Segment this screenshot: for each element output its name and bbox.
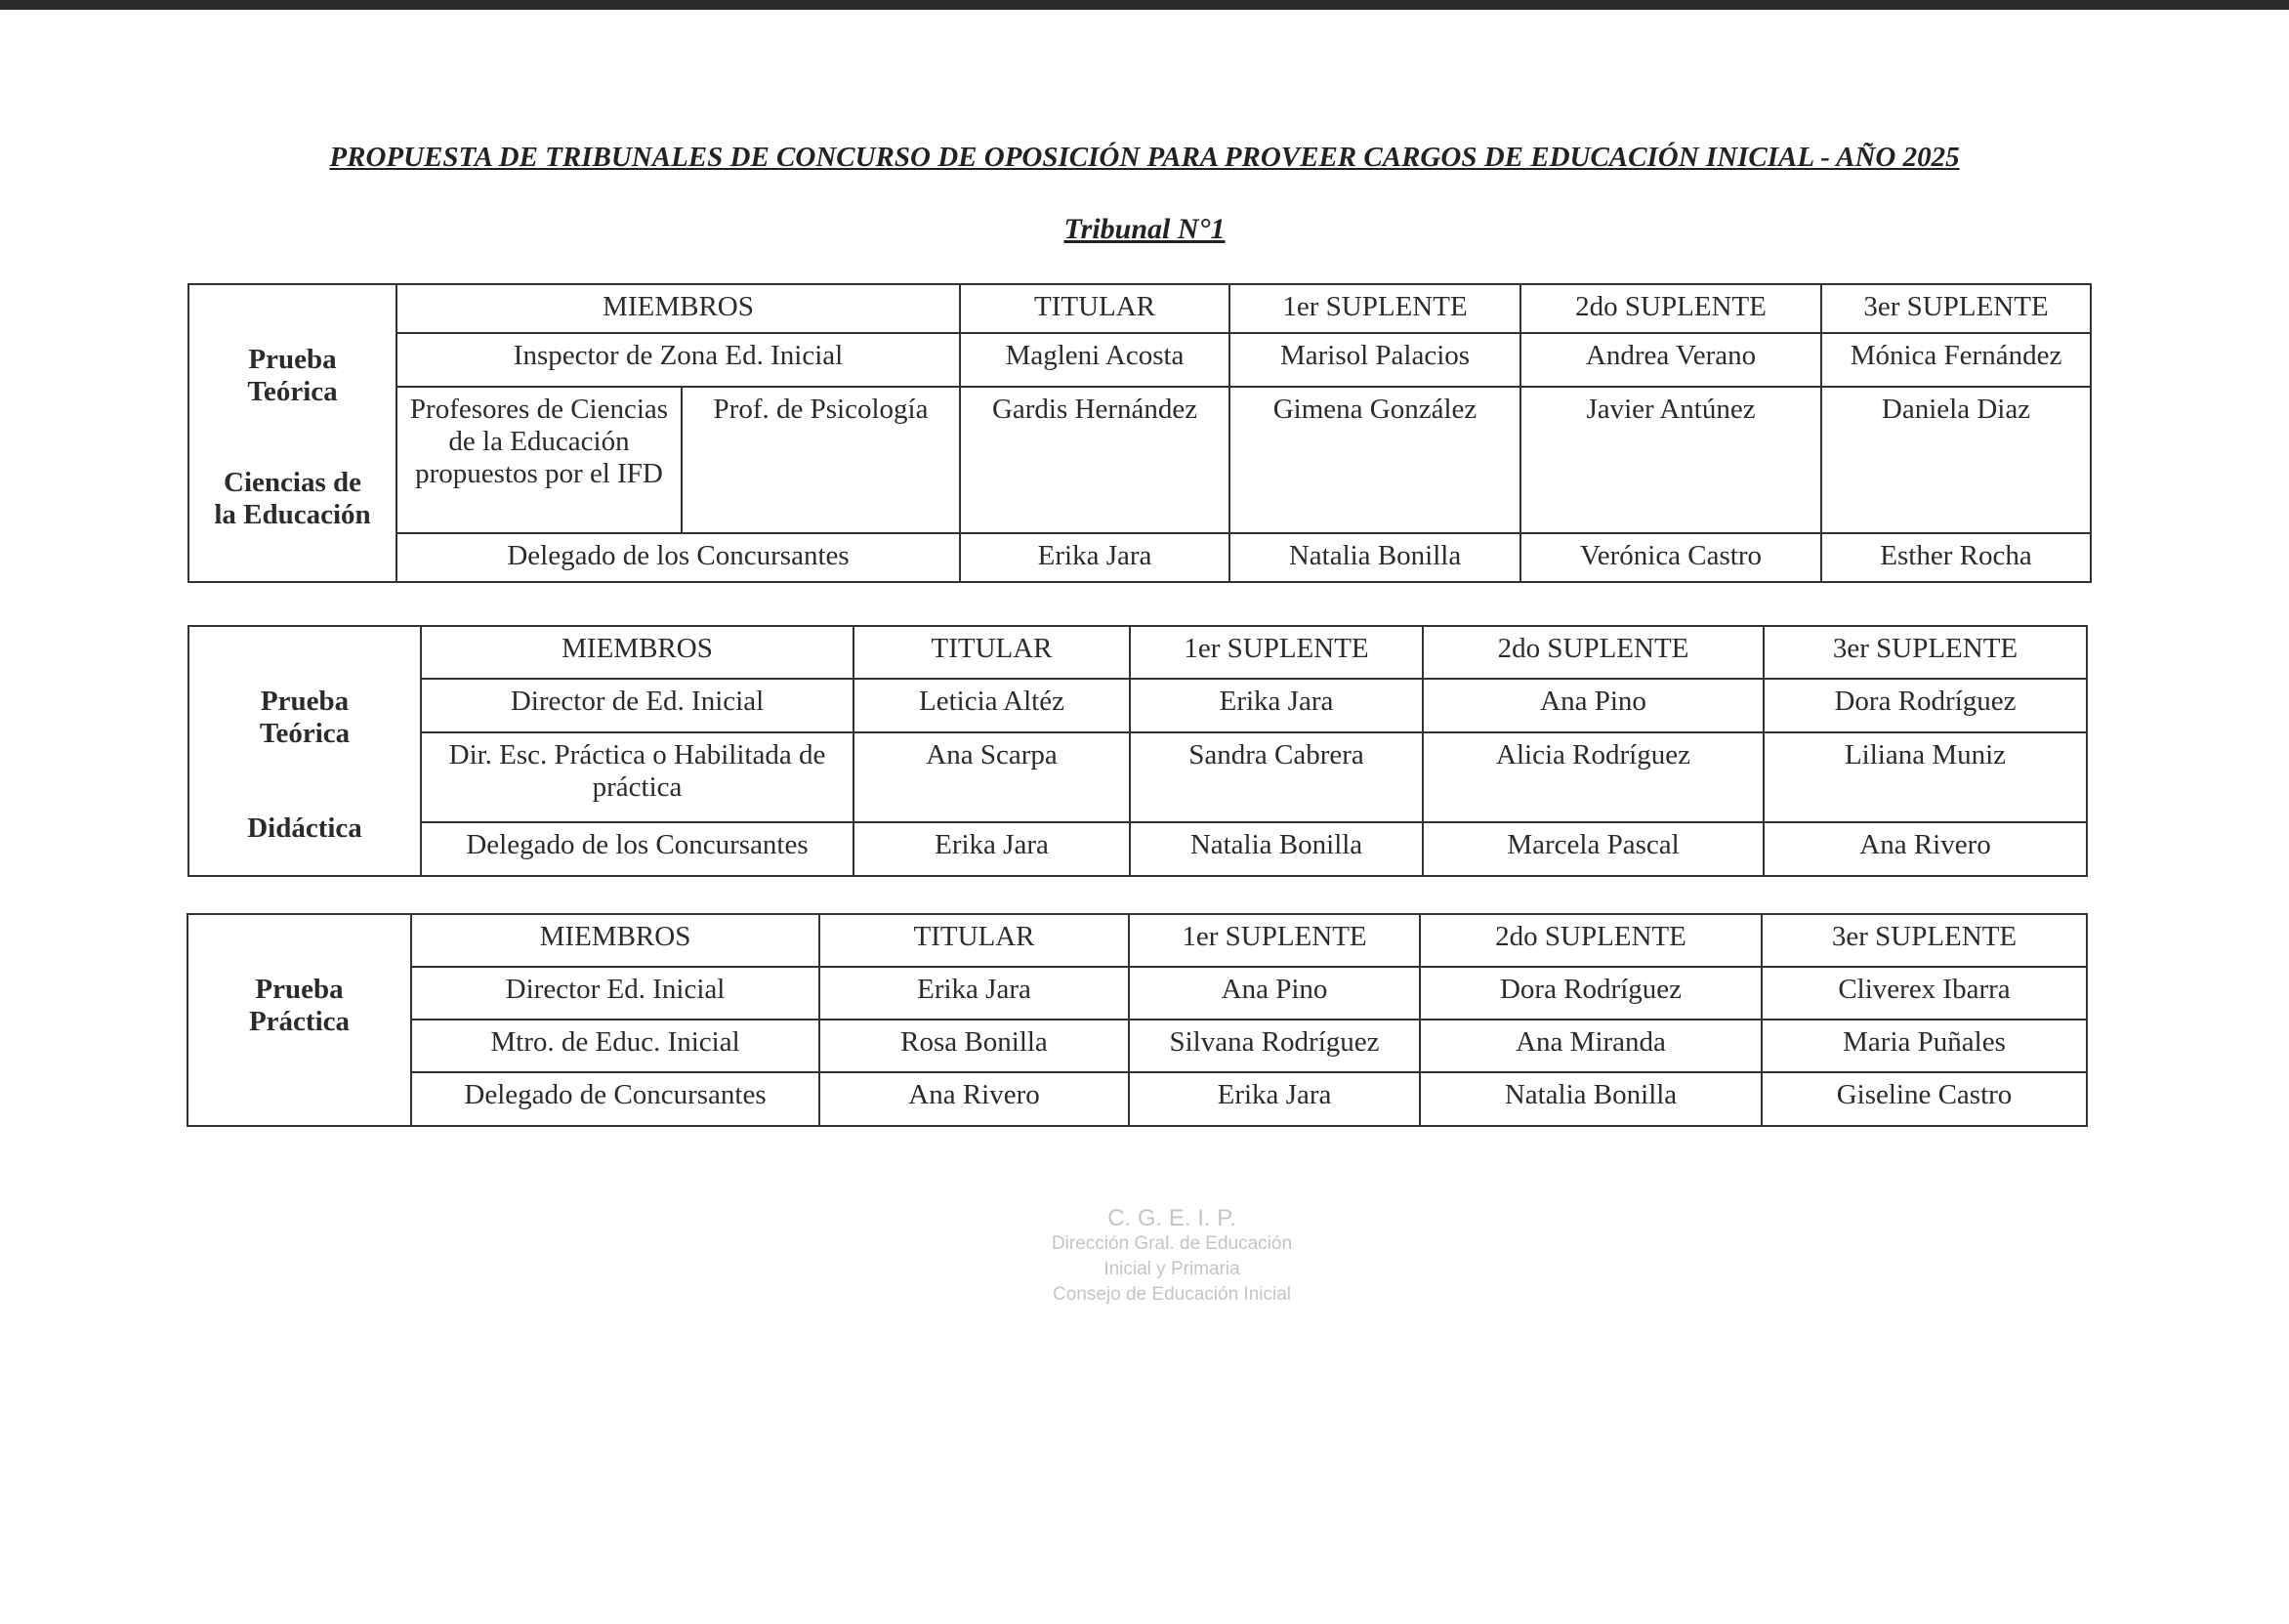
side-label — [187, 914, 411, 1126]
header-3er-suplente: 3er SUPLENTE — [1762, 914, 2087, 967]
suplente-3-cell: Maria Puñales — [1762, 1020, 2087, 1072]
member-cell: Profesores de Ciencias de la Educación propuestos por el IFD — [396, 387, 682, 533]
member-cell: Inspector de Zona Ed. Inicial — [396, 333, 960, 387]
suplente-2-cell: Ana Pino — [1423, 679, 1764, 732]
titular-cell: Leticia Altéz — [853, 679, 1130, 732]
header-miembros: MIEMBROS — [421, 626, 853, 679]
suplente-1-cell: Natalia Bonilla — [1130, 822, 1423, 876]
side-label-line: Didáctica — [247, 812, 362, 844]
header-1er-suplente: 1er SUPLENTE — [1130, 626, 1423, 679]
titular-cell: Erika Jara — [960, 533, 1229, 582]
suplente-2-cell: Andrea Verano — [1520, 333, 1821, 387]
suplente-2-cell: Dora Rodríguez — [1420, 967, 1762, 1020]
member-cell: Delegado de los Concursantes — [396, 533, 960, 582]
side-label-line: Prueba — [248, 344, 337, 375]
side-label-line: Teórica — [247, 376, 338, 407]
titular-cell: Erika Jara — [853, 822, 1130, 876]
table-row — [188, 533, 2091, 582]
suplente-1-cell: Gimena González — [1229, 387, 1520, 533]
suplente-1-cell: Erika Jara — [1130, 679, 1423, 732]
member-cell: Director Ed. Inicial — [411, 967, 819, 1020]
suplente-2-cell: Alicia Rodríguez — [1423, 732, 1764, 822]
suplente-3-cell: Daniela Diaz — [1821, 387, 2091, 533]
table-prueba-practica — [187, 913, 2088, 1127]
titular-cell: Ana Scarpa — [853, 732, 1130, 822]
table-prueba-teorica-ciencias — [187, 283, 2092, 583]
stamp-line: Dirección Gral. de Educación — [1051, 1233, 1293, 1254]
table-row — [188, 732, 2087, 822]
official-stamp — [977, 1206, 1367, 1308]
suplente-3-cell: Dora Rodríguez — [1764, 679, 2087, 732]
header-miembros: MIEMBROS — [396, 284, 960, 333]
member-cell: Delegado de los Concursantes — [421, 822, 853, 876]
member-cell: Prof. de Psicología — [682, 387, 960, 533]
titular-cell: Magleni Acosta — [960, 333, 1229, 387]
table-row — [188, 333, 2091, 387]
header-miembros: MIEMBROS — [411, 914, 819, 967]
header-titular: TITULAR — [960, 284, 1229, 333]
header-2do-suplente: 2do SUPLENTE — [1423, 626, 1764, 679]
stamp-line: C. G. E. I. P. — [1107, 1205, 1236, 1231]
suplente-1-cell: Silvana Rodríguez — [1129, 1020, 1420, 1072]
suplente-2-cell: Natalia Bonilla — [1420, 1072, 1762, 1126]
suplente-3-cell: Ana Rivero — [1764, 822, 2087, 876]
suplente-3-cell: Giseline Castro — [1762, 1072, 2087, 1126]
suplente-1-cell: Sandra Cabrera — [1130, 732, 1423, 822]
table-row — [188, 822, 2087, 876]
header-1er-suplente: 1er SUPLENTE — [1129, 914, 1420, 967]
tribunal-subtitle: Tribunal N°1 — [1063, 213, 1226, 245]
suplente-2-cell: Marcela Pascal — [1423, 822, 1764, 876]
member-cell: Delegado de Concursantes — [411, 1072, 819, 1126]
header-titular: TITULAR — [819, 914, 1129, 967]
suplente-2-cell: Verónica Castro — [1520, 533, 1821, 582]
document-title: PROPUESTA DE TRIBUNALES DE CONCURSO DE OPOSICIÓN PARA PROVEER CARGOS DE EDUCACIÓN INICIAL - AÑO 2025 — [329, 142, 1960, 173]
table-row — [187, 1072, 2087, 1126]
side-label — [188, 626, 421, 876]
side-label-line: Práctica — [248, 1006, 351, 1037]
suplente-3-cell: Mónica Fernández — [1821, 333, 2091, 387]
side-label-line: Prueba — [260, 686, 350, 717]
header-titular: TITULAR — [853, 626, 1130, 679]
suplente-1-cell: Erika Jara — [1129, 1072, 1420, 1126]
titular-cell: Rosa Bonilla — [819, 1020, 1129, 1072]
stamp-line: Consejo de Educación Inicial — [1053, 1284, 1291, 1305]
suplente-2-cell: Javier Antúnez — [1520, 387, 1821, 533]
suplente-3-cell: Cliverex Ibarra — [1762, 967, 2087, 1020]
header-3er-suplente: 3er SUPLENTE — [1821, 284, 2091, 333]
suplente-1-cell: Ana Pino — [1129, 967, 1420, 1020]
top-border-line — [0, 0, 2289, 10]
member-cell: Director de Ed. Inicial — [421, 679, 853, 732]
suplente-2-cell: Ana Miranda — [1420, 1020, 1762, 1072]
side-label-line: la Educación — [214, 499, 371, 530]
titular-cell: Erika Jara — [819, 967, 1129, 1020]
suplente-3-cell: Esther Rocha — [1821, 533, 2091, 582]
header-2do-suplente: 2do SUPLENTE — [1520, 284, 1821, 333]
header-2do-suplente: 2do SUPLENTE — [1420, 914, 1762, 967]
member-cell: Dir. Esc. Práctica o Habilitada de práctica — [421, 732, 853, 822]
header-1er-suplente: 1er SUPLENTE — [1229, 284, 1520, 333]
titular-cell: Gardis Hernández — [960, 387, 1229, 533]
table-row — [187, 1020, 2087, 1072]
table-prueba-teorica-didactica — [187, 625, 2088, 877]
header-3er-suplente: 3er SUPLENTE — [1764, 626, 2087, 679]
table-row — [187, 967, 2087, 1020]
table-row — [188, 387, 2091, 533]
side-label-line: Ciencias de — [224, 467, 361, 498]
stamp-line: Inicial y Primaria — [1103, 1259, 1240, 1279]
side-label — [188, 284, 396, 582]
suplente-3-cell: Liliana Muniz — [1764, 732, 2087, 822]
suplente-1-cell: Natalia Bonilla — [1229, 533, 1520, 582]
side-label-line: Teórica — [259, 718, 351, 749]
titular-cell: Ana Rivero — [819, 1072, 1129, 1126]
side-label-line: Prueba — [255, 974, 344, 1005]
table-row — [188, 679, 2087, 732]
member-cell: Mtro. de Educ. Inicial — [411, 1020, 819, 1072]
suplente-1-cell: Marisol Palacios — [1229, 333, 1520, 387]
